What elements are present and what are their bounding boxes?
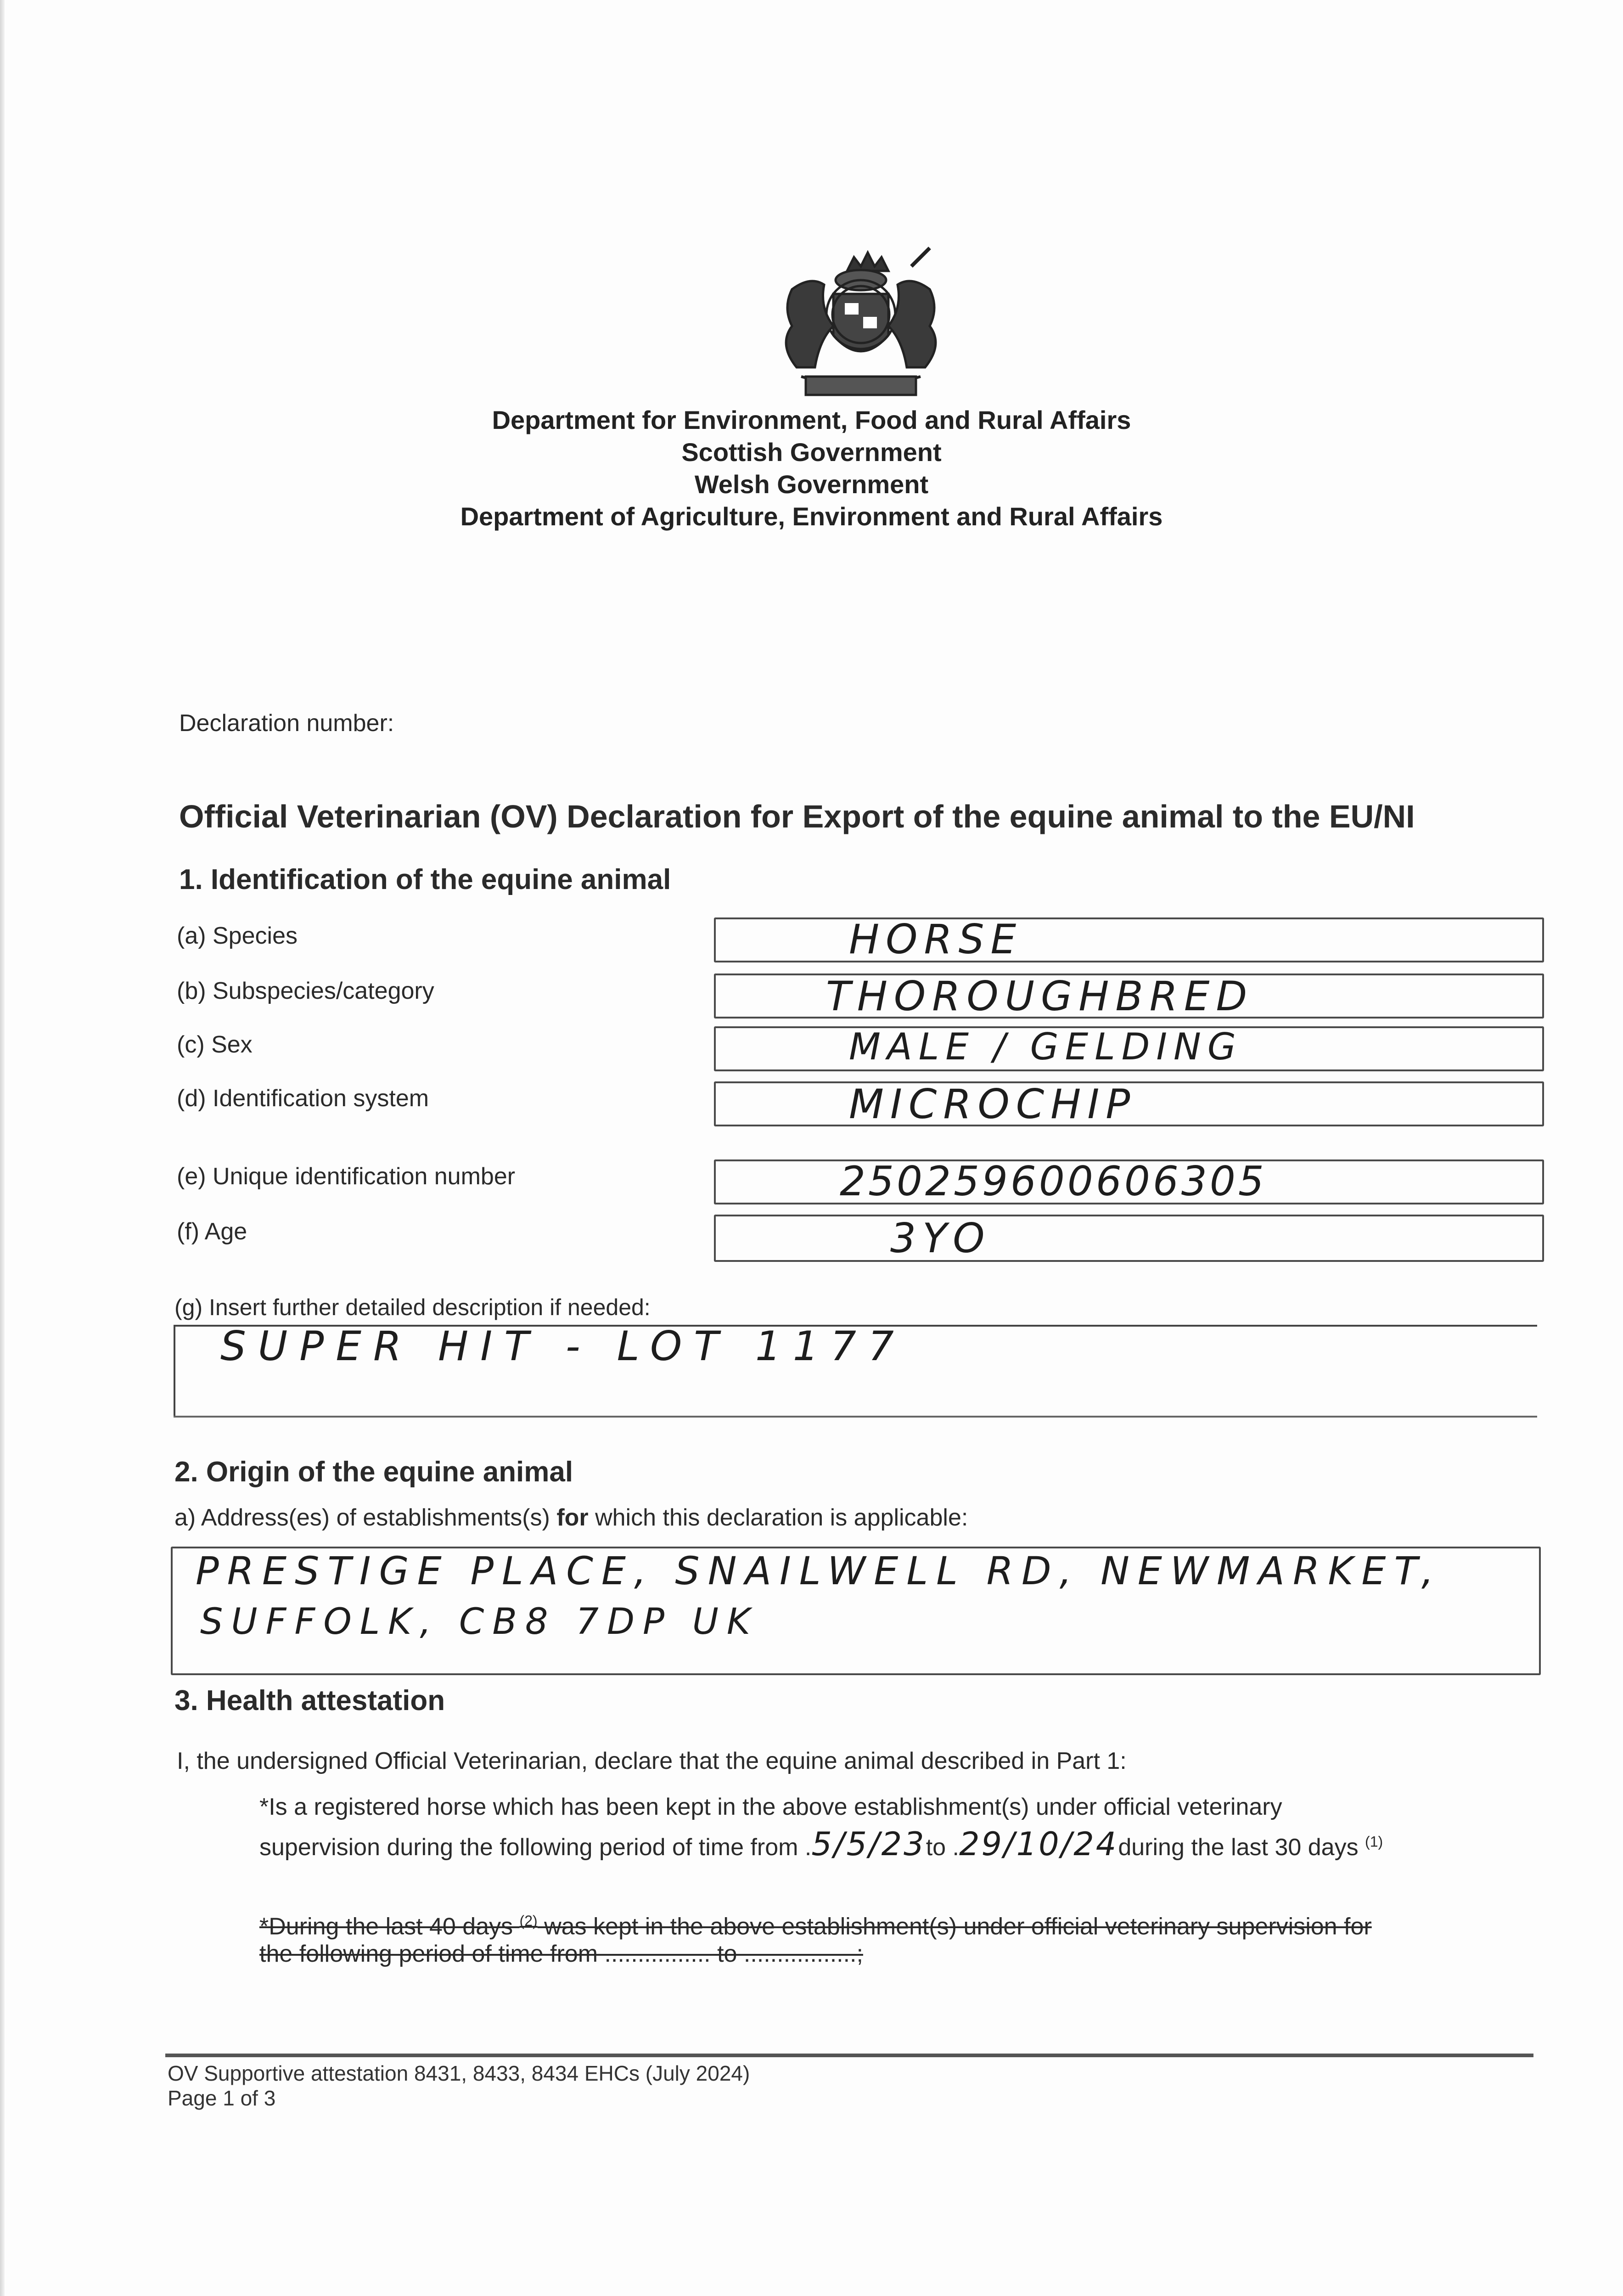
identification-system-field[interactable]: [714, 1081, 1544, 1126]
address-line1: PRESTIGE PLACE, SNAILWELL RD, NEWMARKET,: [196, 1548, 1442, 1593]
health-line1: *Is a registered horse which has been kept in the above establishment(s) under official veterinary: [259, 1794, 1282, 1820]
struck-line1: [259, 1913, 1372, 1940]
species-value: HORSE: [849, 916, 1023, 963]
footer-attestation: OV Supportive attestation 8431, 8433, 8434 EHCs (July 2024): [168, 2061, 750, 2085]
age-value: 3YO: [890, 1215, 991, 1262]
species-field[interactable]: [714, 917, 1544, 962]
section1-heading: 1. Identification of the equine animal: [179, 864, 671, 895]
footer-page-label: Page: [168, 2086, 223, 2110]
health-line2-post: during the last 30 days: [1118, 1834, 1359, 1861]
scan-left-edge: [0, 0, 5, 2296]
further-description-label: (g) Insert further detailed description if needed:: [174, 1294, 651, 1320]
sex-field[interactable]: [714, 1026, 1544, 1071]
footer-rule: [165, 2054, 1533, 2057]
department-defra: Department for Environment, Food and Rural Affairs: [492, 405, 1131, 434]
footer-page-current: 1: [223, 2086, 235, 2110]
sex-value: MALE / GELDING: [849, 1025, 1242, 1068]
department-welsh-government: Welsh Government: [694, 470, 929, 499]
unique-id-field[interactable]: [714, 1159, 1544, 1204]
further-description-value[interactable]: SUPER HIT - LOT 1177: [220, 1322, 906, 1370]
field-label-subspecies: (b) Subspecies/category: [177, 978, 434, 1004]
struck-line1-pre: *During the last 40 days: [259, 1913, 520, 1940]
date-to[interactable]: 29/10/24: [959, 1825, 1118, 1863]
field-label-unique-id: (e) Unique identification number: [177, 1163, 516, 1190]
footnote-1: (1): [1365, 1833, 1383, 1850]
address-field[interactable]: [171, 1547, 1541, 1675]
field-label-species: (a) Species: [177, 923, 298, 949]
field-label-sex: (c) Sex: [177, 1031, 253, 1058]
footer-page-total: 3: [264, 2086, 276, 2110]
address-label: [174, 1504, 968, 1531]
footnote-2: (2): [519, 1913, 538, 1929]
footer-page-number: [168, 2086, 275, 2110]
section2-heading: 2. Origin of the equine animal: [174, 1456, 573, 1488]
footer-page-of: of: [234, 2086, 264, 2110]
department-daera: Department of Agriculture, Environment and Rural Affairs: [460, 502, 1163, 531]
field-label-age: (f) Age: [177, 1218, 247, 1245]
field-label-identification-system: (d) Identification system: [177, 1085, 429, 1112]
address-label-pre: a) Address(es) of establishments(s): [174, 1504, 557, 1531]
health-intro: I, the undersigned Official Veterinarian, declare that the equine animal described in Part 1:: [177, 1748, 1127, 1774]
department-scottish-government: Scottish Government: [681, 438, 942, 467]
date-from[interactable]: 5/5/23: [811, 1825, 926, 1863]
document-title: Official Veterinarian (OV) Declaration for Export of the equine animal to the EU/NI: [179, 799, 1415, 834]
age-field[interactable]: [714, 1215, 1544, 1262]
struck-line1-post: was kept in the above establishment(s) under official veterinary supervision for: [537, 1913, 1372, 1940]
struck-line2: the following period of time from ................ to .................;: [259, 1941, 863, 1967]
address-line2: SUFFOLK, CB8 7DP UK: [200, 1601, 759, 1643]
unique-id-value: 250259600606305: [840, 1158, 1267, 1205]
health-line2-mid: to .: [926, 1834, 959, 1861]
royal-coat-of-arms-icon: [760, 239, 962, 404]
declaration-number-label: Declaration number:: [179, 710, 394, 737]
address-label-post: which this declaration is applicable:: [588, 1504, 968, 1531]
section3-heading: 3. Health attestation: [174, 1685, 445, 1716]
health-line2: [259, 1825, 1383, 1863]
subspecies-value: THOROUGHBRED: [826, 973, 1254, 1020]
subspecies-field[interactable]: [714, 974, 1544, 1019]
health-line2-pre: supervision during the following period of time from .: [259, 1834, 812, 1861]
address-label-bold: for: [556, 1504, 589, 1531]
further-description-left-rule: [174, 1325, 175, 1417]
further-description-bottom-rule: [174, 1416, 1537, 1418]
identification-system-value: MICROCHIP: [849, 1080, 1137, 1128]
